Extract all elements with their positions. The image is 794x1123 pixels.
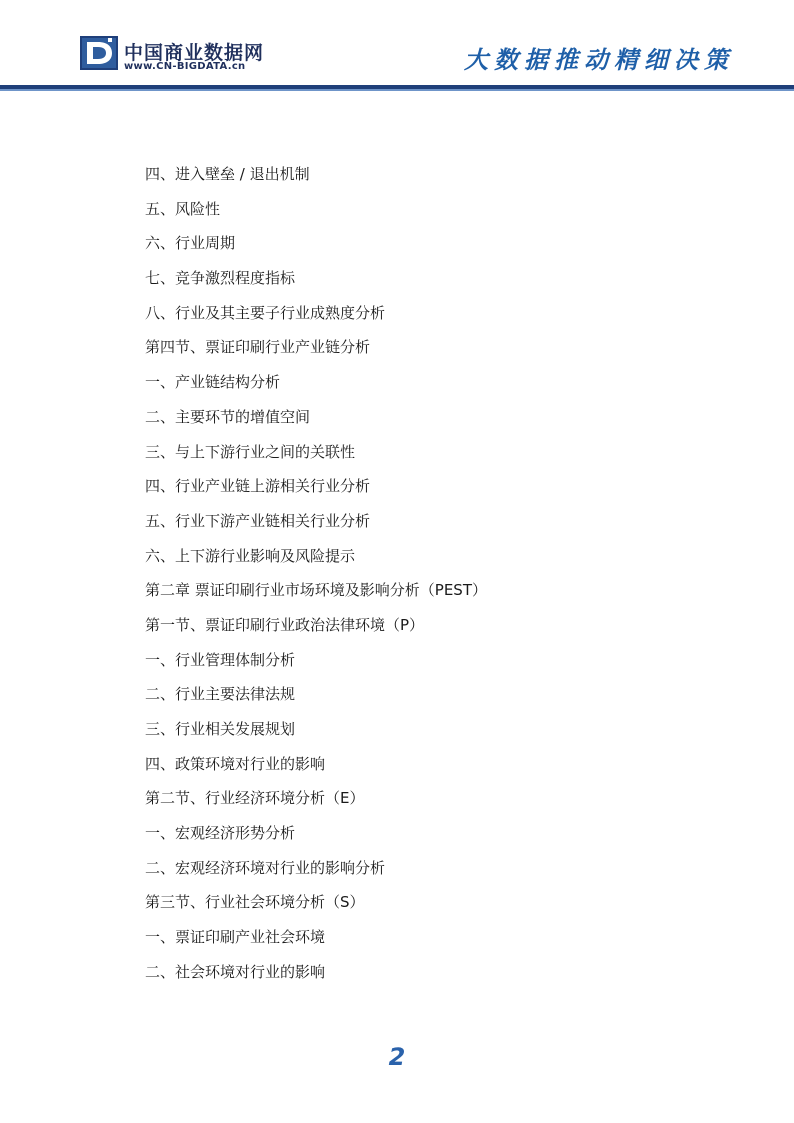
toc-section-heading: 第四节、票证印刷行业产业链分析 [145,338,371,357]
toc-entry: 一、行业管理体制分析 [145,650,296,669]
toc-entry: 二、行业主要法律法规 [145,685,296,704]
toc-entry: 三、与上下游行业之间的关联性 [145,442,356,461]
toc-section-heading: 第二节、行业经济环境分析（E） [145,789,365,808]
toc-entry: 六、上下游行业影响及风险提示 [145,546,356,565]
toc-entry: 四、政策环境对行业的影响 [145,754,326,773]
table-of-contents [145,160,745,993]
toc-entry: 一、产业链结构分析 [145,373,281,392]
toc-entry: 七、竞争激烈程度指标 [145,269,296,288]
toc-section-heading: 第三节、行业社会环境分析（S） [145,893,365,912]
toc-entry: 一、票证印刷产业社会环境 [145,928,326,947]
toc-section-heading: 第一节、票证印刷行业政治法律环境（P） [145,615,425,634]
toc-entry: 六、行业周期 [145,234,236,253]
page-number: 2 [388,1043,406,1071]
toc-chapter-heading: 第二章 票证印刷行业市场环境及影响分析（PEST） [145,581,487,600]
toc-entry: 二、社会环境对行业的影响 [145,962,326,981]
toc-entry: 四、进入壁垒 / 退出机制 [145,165,310,183]
brand-name: 中国商业数据网 [124,42,265,64]
toc-entry: 八、行业及其主要子行业成熟度分析 [145,303,386,322]
toc-entry: 四、行业产业链上游相关行业分析 [145,477,371,496]
page-header [0,0,794,92]
toc-entry: 一、宏观经济形势分析 [145,824,296,843]
header-slogan: 大数据推动精细决策 [464,45,734,74]
toc-entry: 二、宏观经济环境对行业的影响分析 [145,858,386,877]
brand-url: www.CN-BIGDATA.cn [124,61,246,72]
cn-bigdata-logo-icon [80,36,118,70]
toc-entry: 五、风险性 [145,199,221,218]
toc-entry: 五、行业下游产业链相关行业分析 [145,511,371,530]
toc-entry: 三、行业相关发展规划 [145,720,296,738]
toc-entry: 二、主要环节的增值空间 [145,407,311,426]
header-divider-accent [0,89,794,91]
